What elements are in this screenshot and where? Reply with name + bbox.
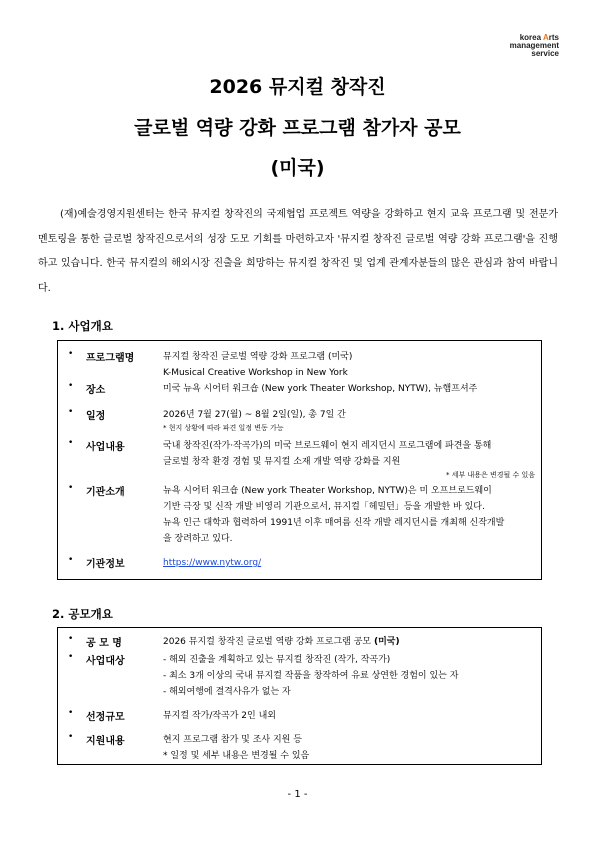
row-value: 뉴욕 시어터 워크숍 (New york Theater Workshop, NYTW)은 미 오프브로드웨이 기반 극장 및 신작 개발 비영리 기관으로서, 뮤지컬「헤밀턴」등을 개발한 바 있다. 뉴욕 인근 대학과 협력하여 1991년 이후 매여름 신작 개발 레지던시를 개최해 신작개발 을 장려하고 있다. bbox=[163, 486, 505, 544]
bullet-icon: • bbox=[68, 708, 74, 718]
logo-line-3: service bbox=[531, 49, 559, 58]
bullet-icon: • bbox=[68, 652, 74, 662]
schedule-note: * 현지 상황에 따라 파견 일정 변동 가능 bbox=[163, 424, 284, 432]
row-value: 미국 뉴욕 시어터 워크숍 (New york Theater Workshop, NYTW), 뉴햄프셔주 bbox=[163, 384, 478, 394]
row-value: 뮤지컬 창작진 글로벌 역량 강화 프로그램 (미국) K-Musical Creative Workshop in New York bbox=[163, 352, 353, 378]
row-label: 기관소개 bbox=[86, 487, 125, 498]
logo-line-1: korea Arts bbox=[519, 33, 559, 42]
bullet-icon: • bbox=[68, 555, 74, 565]
row-value: 현지 프로그램 참가 및 조사 지원 등 * 일정 및 세부 내용은 변경될 수 있음 bbox=[163, 735, 310, 761]
organization-logo bbox=[489, 34, 559, 58]
title-line-3: (미국) bbox=[270, 157, 325, 179]
row-label: 장소 bbox=[86, 385, 106, 396]
row-label: 프로그램명 bbox=[86, 353, 135, 364]
bullet-icon: • bbox=[68, 483, 74, 493]
row-label: 선정규모 bbox=[86, 712, 125, 723]
row-label: 공 모 명 bbox=[86, 638, 122, 649]
row-label: 기관정보 bbox=[86, 559, 125, 570]
row-label: 지원내용 bbox=[86, 736, 125, 747]
row-value: 국내 창작진(작가·작곡가)의 미국 브로드웨이 현지 레지던시 프로그램에 파견을 통해 글로벌 창작 환경 경험 및 뮤지컬 소재 개발 역량 강화를 지원 * 세부 내용은 변경될 수 있음 bbox=[163, 441, 535, 479]
row-value: 2026년 7월 27(월) ~ 8월 2일(일), 총 7일 간 * 현지 상황에 따라 파견 일정 변동 가능 bbox=[163, 407, 535, 434]
row-value: - 해외 진출을 계획하고 있는 뮤지컬 창작진 (작가, 작곡가) - 최소 3개 이상의 국내 뮤지컬 작품을 창작하여 유료 상연한 경험이 있는 자 - 해외여행에 결격사유가 없는 자 bbox=[163, 655, 459, 697]
intro-paragraph: (재)예술경영지원센터는 한국 뮤지컬 창작진의 국제협업 프로젝트 역량을 강화하고 현지 교육 프로그램 및 전문가 멘토링을 통한 글로벌 창작진으로서의 성장 도모 기회를 마련하고자 '뮤지컬 창작진 글로벌 역량 강화 프로그램'을 진행하고 있습니다. 한국 뮤지컬의 해외시장 진출을 희망하는 뮤지컬 창작진 및 업계 관계자분들의 많은 관심과 참여 바랍니다. bbox=[38, 209, 558, 294]
section-1-box bbox=[57, 340, 542, 580]
bullet-icon: • bbox=[68, 438, 74, 448]
organization-website-link[interactable]: https://www.nytw.org/ bbox=[163, 558, 262, 568]
row-label: 일정 bbox=[86, 411, 106, 422]
logo-line-2: management bbox=[509, 41, 559, 50]
bullet-icon: • bbox=[68, 732, 74, 742]
page-number: - 1 - bbox=[287, 789, 308, 800]
section-1-heading: 1. 사업개요 bbox=[52, 319, 113, 333]
section-2-box bbox=[57, 627, 542, 765]
row-value bbox=[163, 555, 535, 571]
bullet-icon: • bbox=[68, 407, 74, 417]
section-2-heading: 2. 공모개요 bbox=[52, 607, 113, 621]
title-line-1: 2026 뮤지컬 창작진 bbox=[209, 76, 386, 98]
row-value: 뮤지컬 작가/작곡가 2인 내외 bbox=[163, 711, 276, 721]
row-value: 2026 뮤지컬 창작진 글로벌 역량 강화 프로그램 공모 (미국) bbox=[163, 637, 400, 647]
bullet-icon: • bbox=[68, 634, 74, 644]
row-label: 사업내용 bbox=[86, 442, 125, 453]
title-line-2: 글로벌 역량 강화 프로그램 참가자 공모 bbox=[134, 117, 461, 139]
row-label: 사업대상 bbox=[86, 656, 125, 667]
bullet-icon: • bbox=[68, 349, 74, 359]
contents-note: * 세부 내용은 변경될 수 있음 bbox=[445, 471, 535, 479]
bullet-icon: • bbox=[68, 381, 74, 391]
